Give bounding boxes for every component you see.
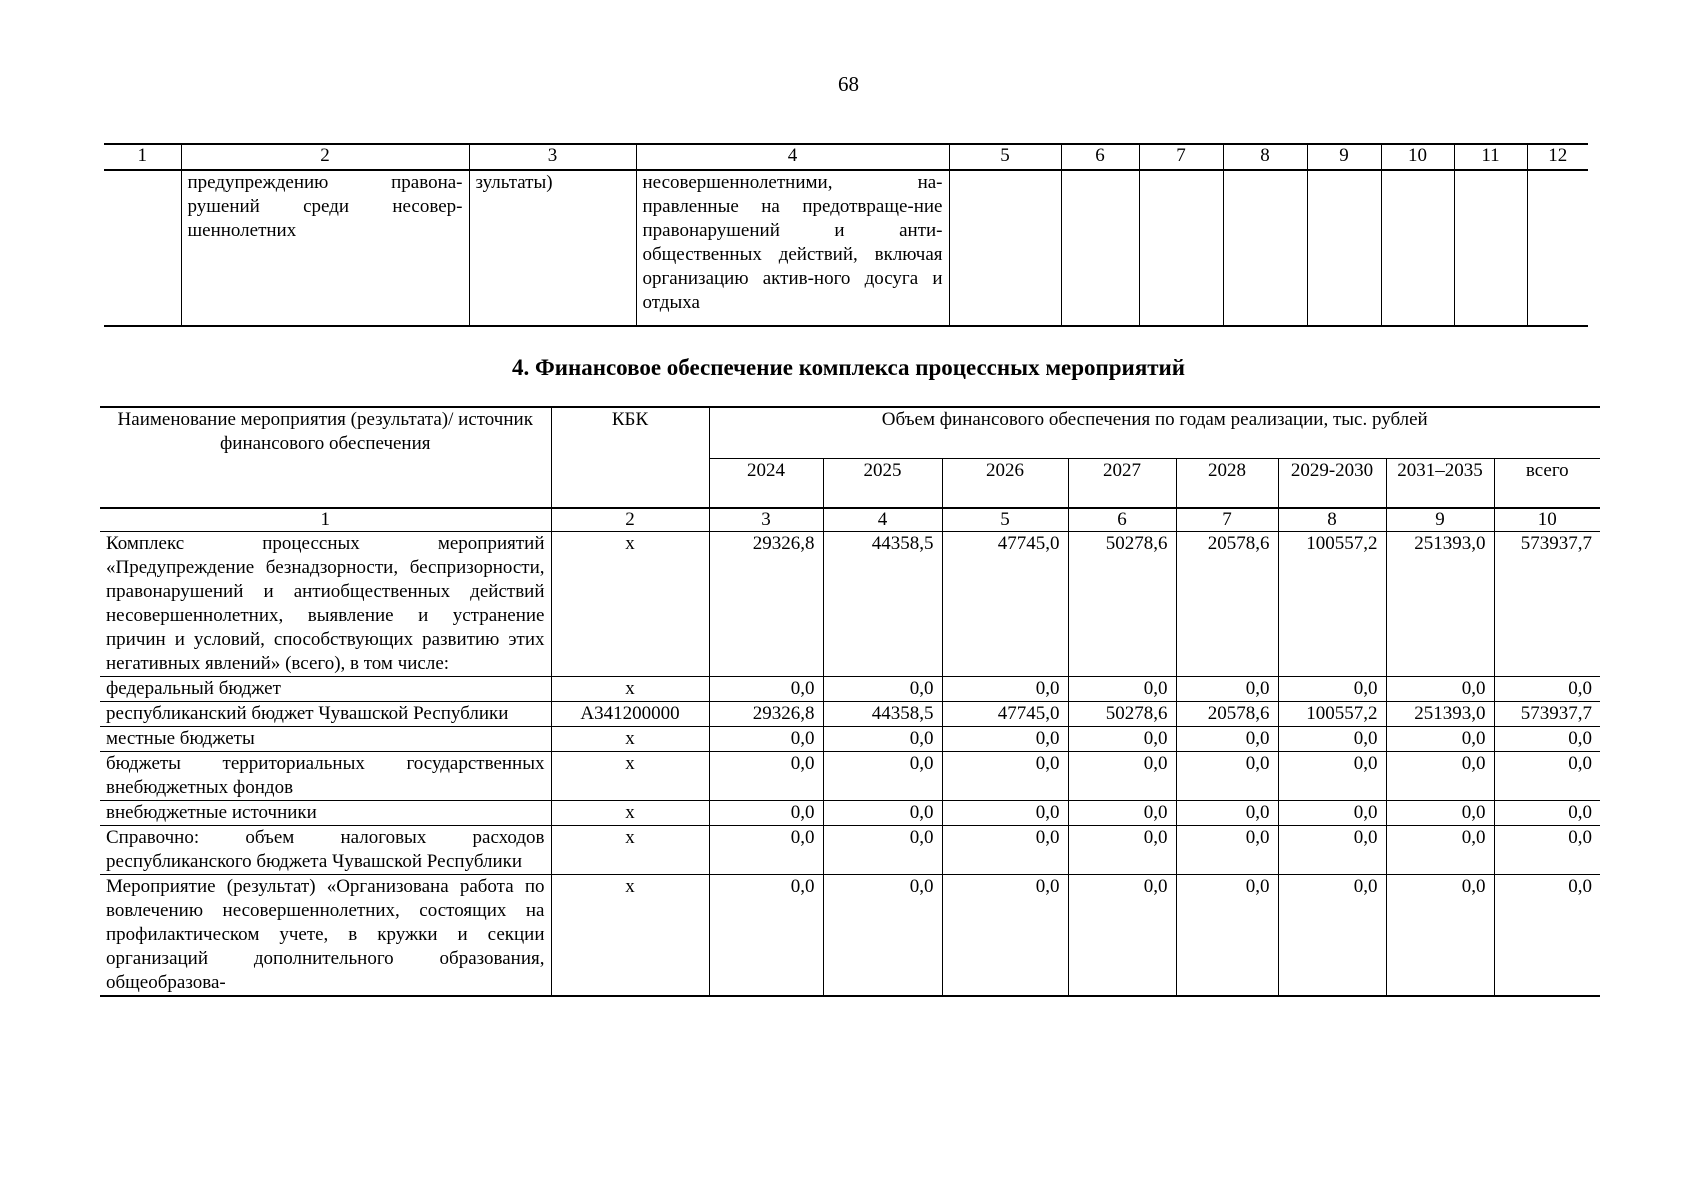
table-row (100, 702, 1600, 727)
row-value: 0,0 (1278, 826, 1386, 875)
column-number-row (100, 508, 1600, 532)
row-name: Мероприятие (результат) «Организована работа по вовлечению несовершеннолетних, состоящих на профилактическом учете, в кружки и секции организаций дополнительного образования, общеобразова- (100, 875, 551, 997)
table-row (100, 826, 1600, 875)
row-kbk: х (551, 532, 709, 677)
table-row (104, 170, 1588, 326)
row-value: 0,0 (1494, 801, 1600, 826)
row-name: Справочно: объем налоговых расходов республиканского бюджета Чувашской Республики (100, 826, 551, 875)
header-year: 2025 (823, 459, 942, 509)
row-value: 100557,2 (1278, 532, 1386, 677)
col-number: 3 (469, 144, 636, 170)
header-name: Наименование мероприятия (результата)/ источник финансового обеспечения (100, 407, 551, 508)
col-number: 12 (1527, 144, 1588, 170)
col-number: 9 (1386, 508, 1494, 532)
cell (1381, 170, 1454, 326)
row-value: 50278,6 (1068, 532, 1176, 677)
cell-result: зультаты) (469, 170, 636, 326)
col-number: 1 (104, 144, 181, 170)
table-row (100, 532, 1600, 677)
row-name: Комплекс процессных мероприятий «Предупреждение безнадзорности, беспризорности, правонарушений и антиобщественных действий несовершеннолетних, выявление и устранение причин и условий, способствующих развитию этих негативных явлений» (всего), в том числе: (100, 532, 551, 677)
row-value: 0,0 (942, 752, 1068, 801)
row-value: 44358,5 (823, 702, 942, 727)
row-value: 0,0 (709, 677, 823, 702)
col-number: 10 (1381, 144, 1454, 170)
cell (1527, 170, 1588, 326)
row-value: 0,0 (1068, 826, 1176, 875)
row-value: 0,0 (1494, 677, 1600, 702)
row-value: 0,0 (709, 727, 823, 752)
row-value: 0,0 (1176, 801, 1278, 826)
row-kbk: х (551, 677, 709, 702)
row-value: 0,0 (1068, 875, 1176, 997)
col-number: 7 (1139, 144, 1223, 170)
row-value: 0,0 (823, 677, 942, 702)
row-value: 44358,5 (823, 532, 942, 677)
table-row (100, 875, 1600, 997)
row-value: 0,0 (1494, 727, 1600, 752)
row-value: 0,0 (1176, 677, 1278, 702)
row-value: 0,0 (1176, 875, 1278, 997)
row-value: 573937,7 (1494, 532, 1600, 677)
header-year: 2031–2035 (1386, 459, 1494, 509)
row-kbk: х (551, 801, 709, 826)
row-value: 0,0 (1494, 826, 1600, 875)
row-name: республиканский бюджет Чувашской Республики (100, 702, 551, 727)
row-name: федеральный бюджет (100, 677, 551, 702)
row-value: 0,0 (1176, 727, 1278, 752)
row-kbk: х (551, 875, 709, 997)
table-row (100, 752, 1600, 801)
row-value: 0,0 (823, 875, 942, 997)
col-number: 8 (1223, 144, 1307, 170)
cell (1454, 170, 1527, 326)
col-number: 6 (1061, 144, 1139, 170)
row-value: 0,0 (709, 801, 823, 826)
col-number: 9 (1307, 144, 1381, 170)
header-year: 2028 (1176, 459, 1278, 509)
col-number: 5 (942, 508, 1068, 532)
row-value: 29326,8 (709, 702, 823, 727)
header-year: 2024 (709, 459, 823, 509)
col-number: 6 (1068, 508, 1176, 532)
continued-table (104, 143, 1588, 327)
cell (1139, 170, 1223, 326)
cell-name: предупреждению правона-рушений среди несовер-шеннолетних (181, 170, 469, 326)
col-number: 5 (949, 144, 1061, 170)
header-row (100, 407, 1600, 459)
row-kbk: х (551, 752, 709, 801)
cell (949, 170, 1061, 326)
col-number: 3 (709, 508, 823, 532)
header-year: 2029-2030 (1278, 459, 1386, 509)
financing-table (100, 406, 1600, 997)
header-year: 2026 (942, 459, 1068, 509)
row-value: 0,0 (1176, 752, 1278, 801)
cell (1061, 170, 1139, 326)
section-title: 4. Финансовое обеспечение комплекса процессных мероприятий (511, 355, 1186, 380)
row-value: 0,0 (1278, 677, 1386, 702)
col-number: 7 (1176, 508, 1278, 532)
row-name: местные бюджеты (100, 727, 551, 752)
row-value: 0,0 (1386, 677, 1494, 702)
row-value: 0,0 (1278, 801, 1386, 826)
row-value: 0,0 (942, 826, 1068, 875)
row-name: внебюджетные источники (100, 801, 551, 826)
row-value: 29326,8 (709, 532, 823, 677)
table-row (100, 727, 1600, 752)
row-value: 0,0 (1176, 826, 1278, 875)
col-number: 8 (1278, 508, 1386, 532)
row-value: 251393,0 (1386, 702, 1494, 727)
cell (104, 170, 181, 326)
row-kbk: А341200000 (551, 702, 709, 727)
row-value: 50278,6 (1068, 702, 1176, 727)
row-value: 20578,6 (1176, 702, 1278, 727)
table-row (100, 677, 1600, 702)
table-row (100, 801, 1600, 826)
row-value: 0,0 (709, 875, 823, 997)
row-value: 0,0 (823, 826, 942, 875)
row-value: 0,0 (1068, 752, 1176, 801)
header-kbk: КБК (551, 407, 709, 508)
col-number: 4 (636, 144, 949, 170)
row-value: 0,0 (823, 752, 942, 801)
col-number: 1 (100, 508, 551, 532)
row-value: 0,0 (1386, 752, 1494, 801)
row-value: 0,0 (709, 826, 823, 875)
row-value: 0,0 (1386, 875, 1494, 997)
row-name: бюджеты территориальных государственных внебюджетных фондов (100, 752, 551, 801)
row-value: 0,0 (942, 727, 1068, 752)
row-value: 0,0 (1278, 875, 1386, 997)
row-value: 47745,0 (942, 532, 1068, 677)
col-number: 11 (1454, 144, 1527, 170)
row-kbk: х (551, 826, 709, 875)
cell (1223, 170, 1307, 326)
row-value: 0,0 (1278, 727, 1386, 752)
row-value: 0,0 (1386, 801, 1494, 826)
column-number-row (104, 144, 1588, 170)
row-value: 0,0 (1494, 752, 1600, 801)
row-value: 100557,2 (1278, 702, 1386, 727)
row-value: 0,0 (942, 801, 1068, 826)
row-value: 0,0 (1278, 752, 1386, 801)
row-value: 0,0 (942, 875, 1068, 997)
col-number: 10 (1494, 508, 1600, 532)
col-number: 2 (551, 508, 709, 532)
col-number: 4 (823, 508, 942, 532)
row-value: 251393,0 (1386, 532, 1494, 677)
row-value: 0,0 (1068, 801, 1176, 826)
page-number: 68 (838, 72, 859, 96)
cell-description: несовершеннолетними, на-правленные на предотвраще-ние правонарушений и анти-общественных действий, включая организацию актив-ного досуга и отдыха (636, 170, 949, 326)
row-value: 20578,6 (1176, 532, 1278, 677)
row-value: 573937,7 (1494, 702, 1600, 727)
row-value: 0,0 (1386, 727, 1494, 752)
header-year: 2027 (1068, 459, 1176, 509)
row-value: 0,0 (823, 801, 942, 826)
row-value: 0,0 (709, 752, 823, 801)
row-value: 0,0 (1068, 727, 1176, 752)
row-value: 47745,0 (942, 702, 1068, 727)
row-value: 0,0 (1386, 826, 1494, 875)
row-value: 0,0 (1494, 875, 1600, 997)
row-kbk: х (551, 727, 709, 752)
header-volume: Объем финансового обеспечения по годам реализации, тыс. рублей (709, 407, 1600, 459)
header-year: всего (1494, 459, 1600, 509)
row-value: 0,0 (1068, 677, 1176, 702)
row-value: 0,0 (823, 727, 942, 752)
col-number: 2 (181, 144, 469, 170)
cell (1307, 170, 1381, 326)
financing-table-body (100, 532, 1600, 997)
row-value: 0,0 (942, 677, 1068, 702)
